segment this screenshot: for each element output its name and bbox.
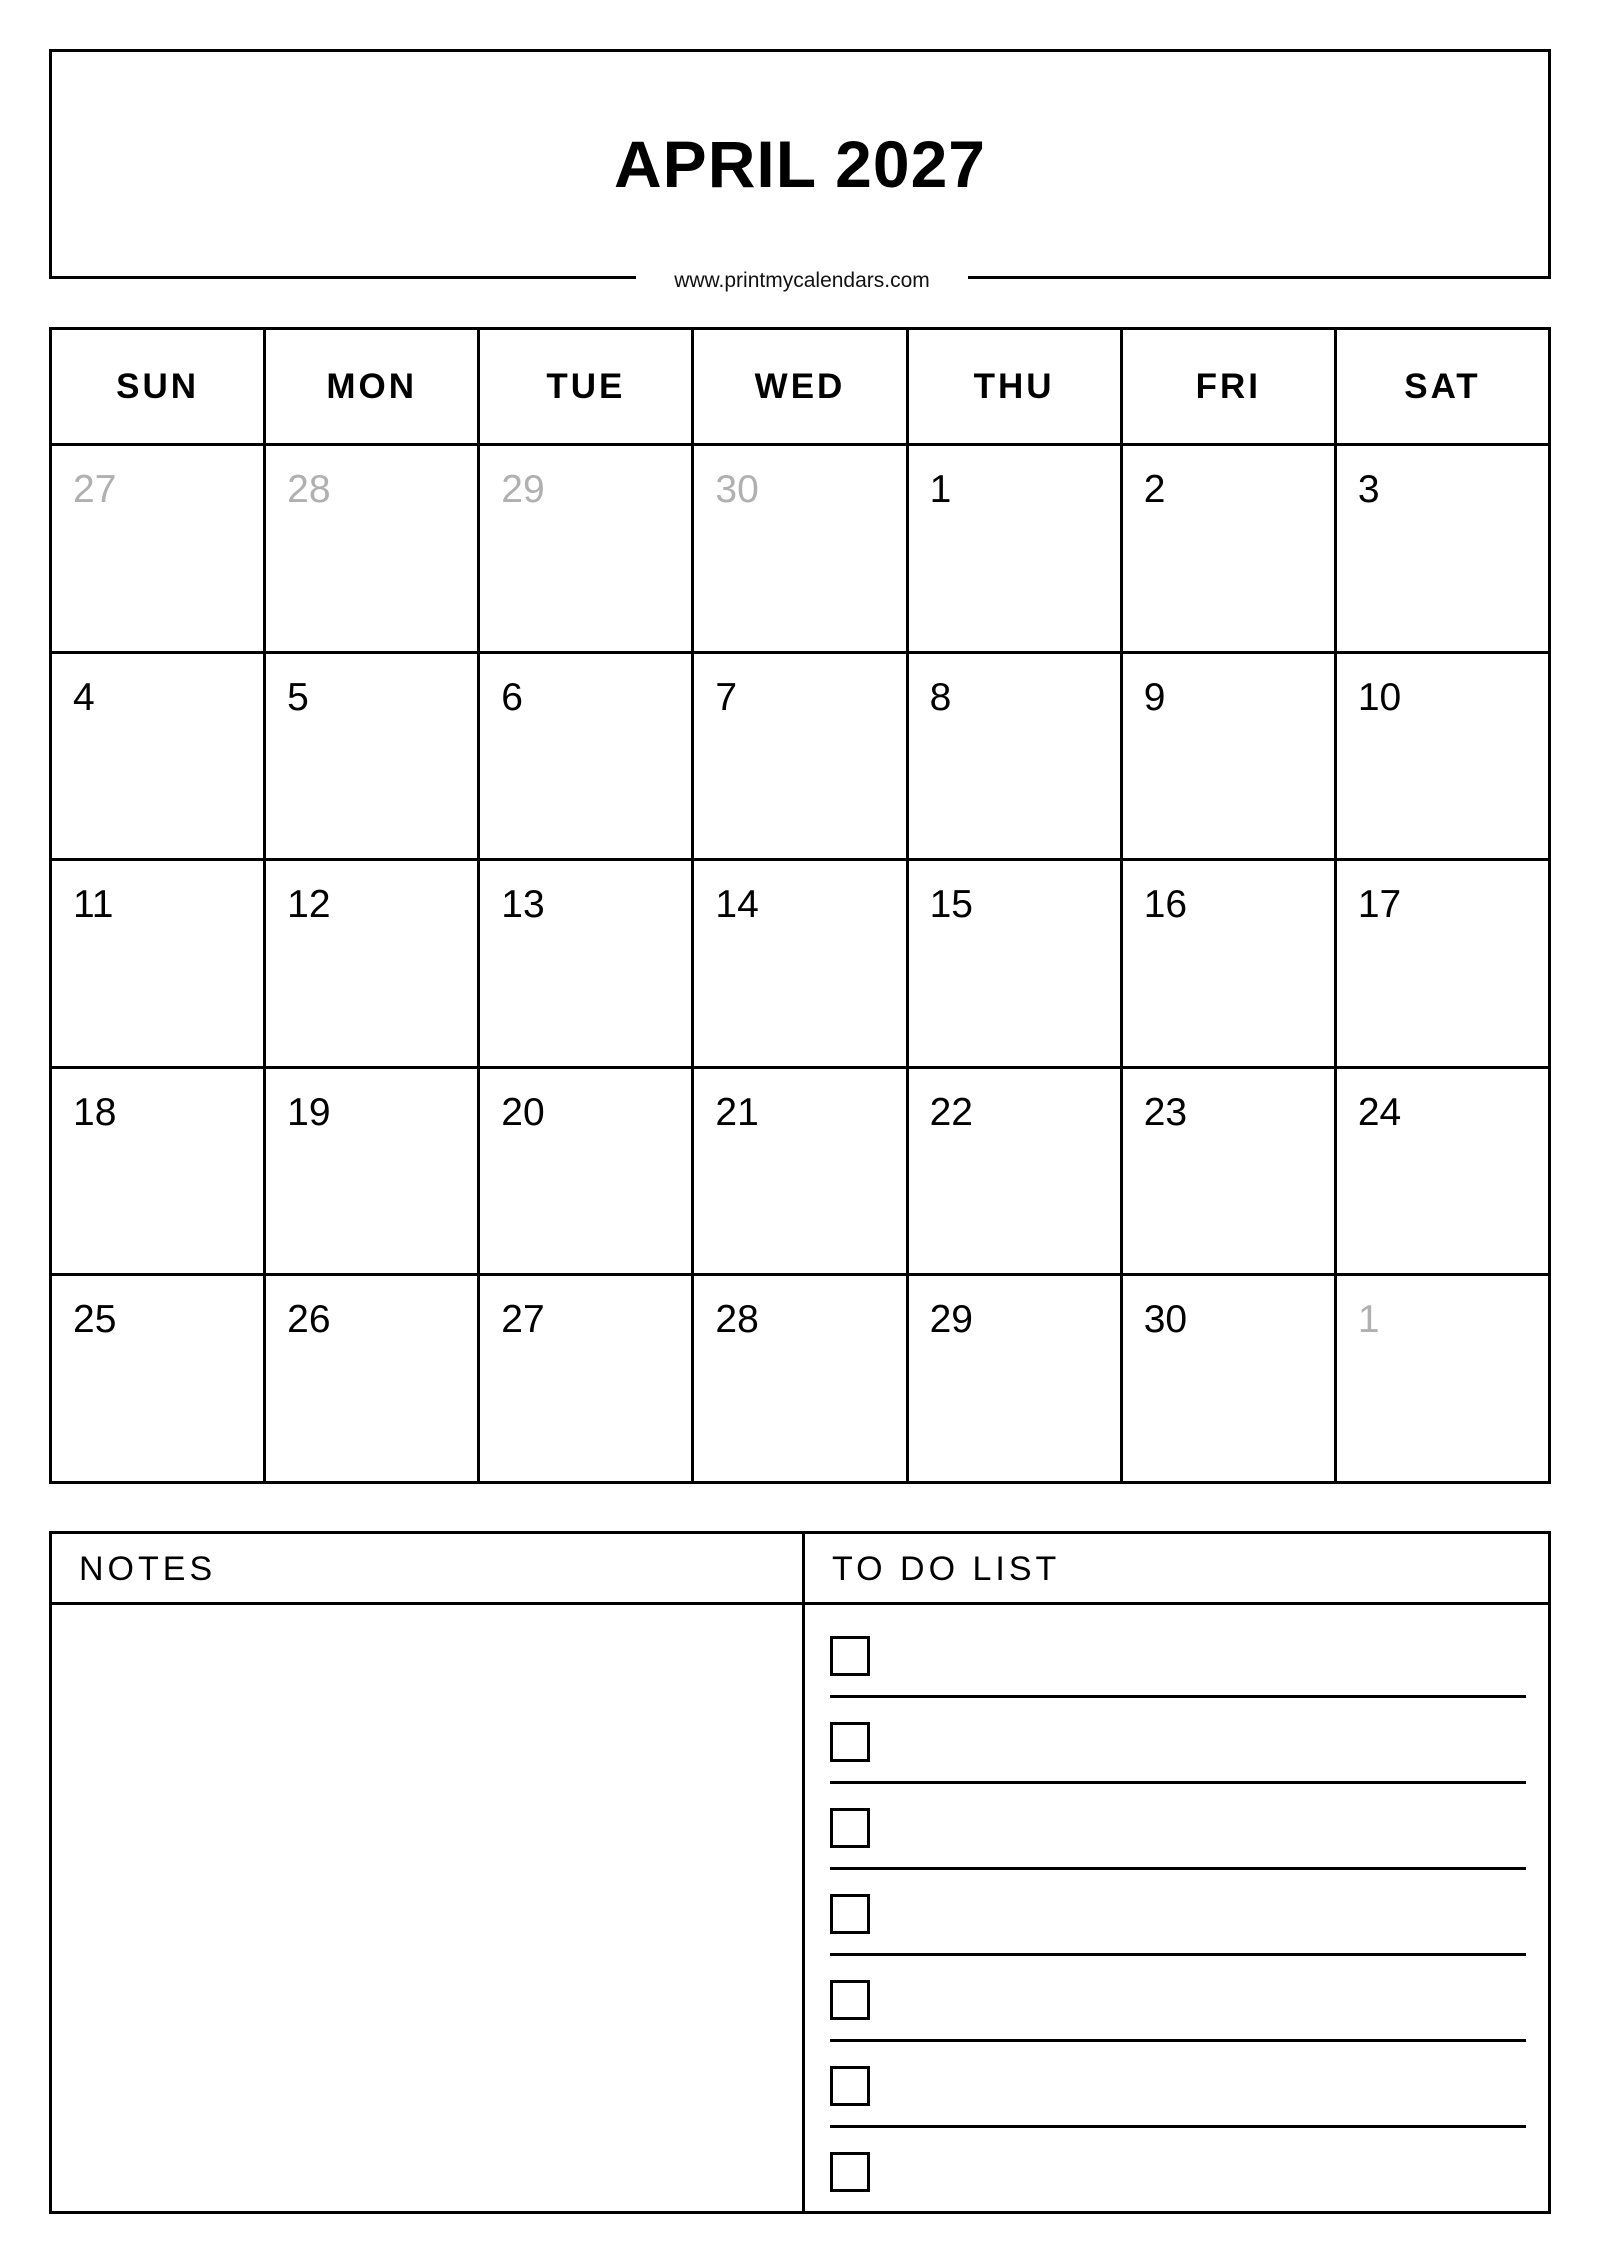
day-number: 30 (1143, 1298, 1188, 1342)
week-row (51, 652, 1550, 860)
day-cell (479, 445, 693, 653)
week-row (51, 1275, 1550, 1483)
weekday-tue: TUE (479, 329, 693, 445)
day-number: 11 (73, 883, 114, 927)
day-cell (51, 1275, 265, 1483)
day-number: 8 (929, 675, 952, 719)
day-number: 15 (929, 883, 973, 927)
day-number: 2 (1143, 468, 1166, 511)
day-cell (265, 445, 479, 653)
day-number: 20 (501, 1090, 545, 1134)
day-cell (1121, 1275, 1335, 1483)
todo-label: TO DO LIST (832, 1550, 1061, 1588)
day-cell (51, 652, 265, 860)
day-number: 18 (73, 1090, 117, 1134)
panel-divider-vertical (802, 1534, 805, 2211)
notes-label: NOTES (79, 1550, 217, 1588)
weekday-mon: MON (265, 329, 479, 445)
todo-line (830, 2039, 1526, 2042)
day-cell (479, 1067, 693, 1275)
todo-list (830, 1636, 1526, 2238)
day-number: 7 (715, 675, 738, 719)
todo-item (830, 1722, 1526, 1808)
notes-todo-panel (49, 1531, 1551, 2214)
month-grid (49, 327, 1551, 1484)
todo-line (830, 1695, 1526, 1698)
todo-checkbox[interactable] (830, 1894, 870, 1934)
day-cell (1121, 445, 1335, 653)
day-number: 24 (1357, 1090, 1402, 1134)
day-number: 10 (1357, 675, 1402, 719)
todo-item (830, 1894, 1526, 1980)
day-cell (479, 860, 693, 1068)
day-number: 3 (1357, 468, 1380, 511)
todo-checkbox[interactable] (830, 1722, 870, 1762)
todo-line (830, 1867, 1526, 1870)
week-row (51, 445, 1550, 653)
day-cell (1335, 652, 1549, 860)
day-number-other-month: 28 (287, 468, 331, 511)
day-number: 21 (715, 1090, 759, 1134)
day-cell (693, 1067, 907, 1275)
day-number: 29 (929, 1298, 973, 1342)
day-number-other-month: 27 (73, 468, 117, 511)
day-cell (907, 1275, 1121, 1483)
day-number: 28 (715, 1298, 759, 1342)
todo-checkbox[interactable] (830, 1808, 870, 1848)
todo-line (830, 1953, 1526, 1956)
todo-item (830, 1636, 1526, 1722)
day-number: 5 (287, 675, 309, 719)
day-cell (1121, 652, 1335, 860)
weekday-header-row (51, 329, 1550, 445)
todo-checkbox[interactable] (830, 1980, 870, 2020)
todo-line (830, 1781, 1526, 1784)
weekday-sun: SUN (51, 329, 265, 445)
day-cell (265, 1275, 479, 1483)
weekday-fri: FRI (1121, 329, 1335, 445)
day-cell (907, 652, 1121, 860)
day-cell (1335, 1067, 1549, 1275)
day-number: 22 (929, 1090, 973, 1134)
day-number: 4 (73, 675, 95, 719)
day-number-other-month: 29 (501, 468, 545, 511)
todo-checkbox[interactable] (830, 1636, 870, 1676)
day-number-other-month: 30 (715, 468, 759, 511)
day-number: 16 (1143, 883, 1188, 927)
day-cell (479, 1275, 693, 1483)
day-number: 9 (1143, 675, 1166, 719)
day-number: 19 (287, 1090, 331, 1134)
page-title: APRIL 2027 (614, 127, 986, 201)
day-cell (1335, 860, 1549, 1068)
day-cell (907, 860, 1121, 1068)
day-cell (479, 652, 693, 860)
day-cell (693, 1275, 907, 1483)
day-cell (1335, 1275, 1549, 1483)
todo-item (830, 1980, 1526, 2066)
day-cell (265, 1067, 479, 1275)
day-number: 26 (287, 1298, 331, 1342)
todo-line (830, 2125, 1526, 2128)
weekday-sat: SAT (1335, 329, 1549, 445)
day-cell (907, 1067, 1121, 1275)
todo-checkbox[interactable] (830, 2066, 870, 2106)
day-number: 1 (929, 468, 952, 511)
todo-checkbox[interactable] (830, 2152, 870, 2192)
todo-item (830, 2066, 1526, 2152)
todo-item (830, 1808, 1526, 1894)
weekday-wed: WED (693, 329, 907, 445)
week-row (51, 1067, 1550, 1275)
todo-item (830, 2152, 1526, 2238)
day-cell (1121, 1067, 1335, 1275)
day-cell (693, 445, 907, 653)
day-cell (693, 652, 907, 860)
week-row (51, 860, 1550, 1068)
day-cell (51, 1067, 265, 1275)
day-number: 12 (287, 883, 331, 927)
day-cell (1335, 445, 1549, 653)
day-cell (51, 860, 265, 1068)
day-cell (51, 445, 265, 653)
day-number: 27 (501, 1298, 545, 1342)
day-number-other-month: 1 (1357, 1298, 1380, 1342)
day-number: 17 (1357, 883, 1402, 927)
day-number: 6 (501, 675, 523, 719)
day-cell (693, 860, 907, 1068)
weekday-thu: THU (907, 329, 1121, 445)
day-number: 14 (715, 883, 759, 927)
day-cell (265, 652, 479, 860)
day-number: 13 (501, 883, 545, 927)
day-cell (265, 860, 479, 1068)
day-cell (1121, 860, 1335, 1068)
weeks-body (51, 445, 1550, 1483)
panel-divider-horizontal (52, 1602, 1548, 1605)
day-number: 23 (1143, 1090, 1188, 1134)
day-cell (907, 445, 1121, 653)
website-url: www.printmycalendars.com (636, 264, 968, 298)
day-number: 25 (73, 1298, 117, 1342)
